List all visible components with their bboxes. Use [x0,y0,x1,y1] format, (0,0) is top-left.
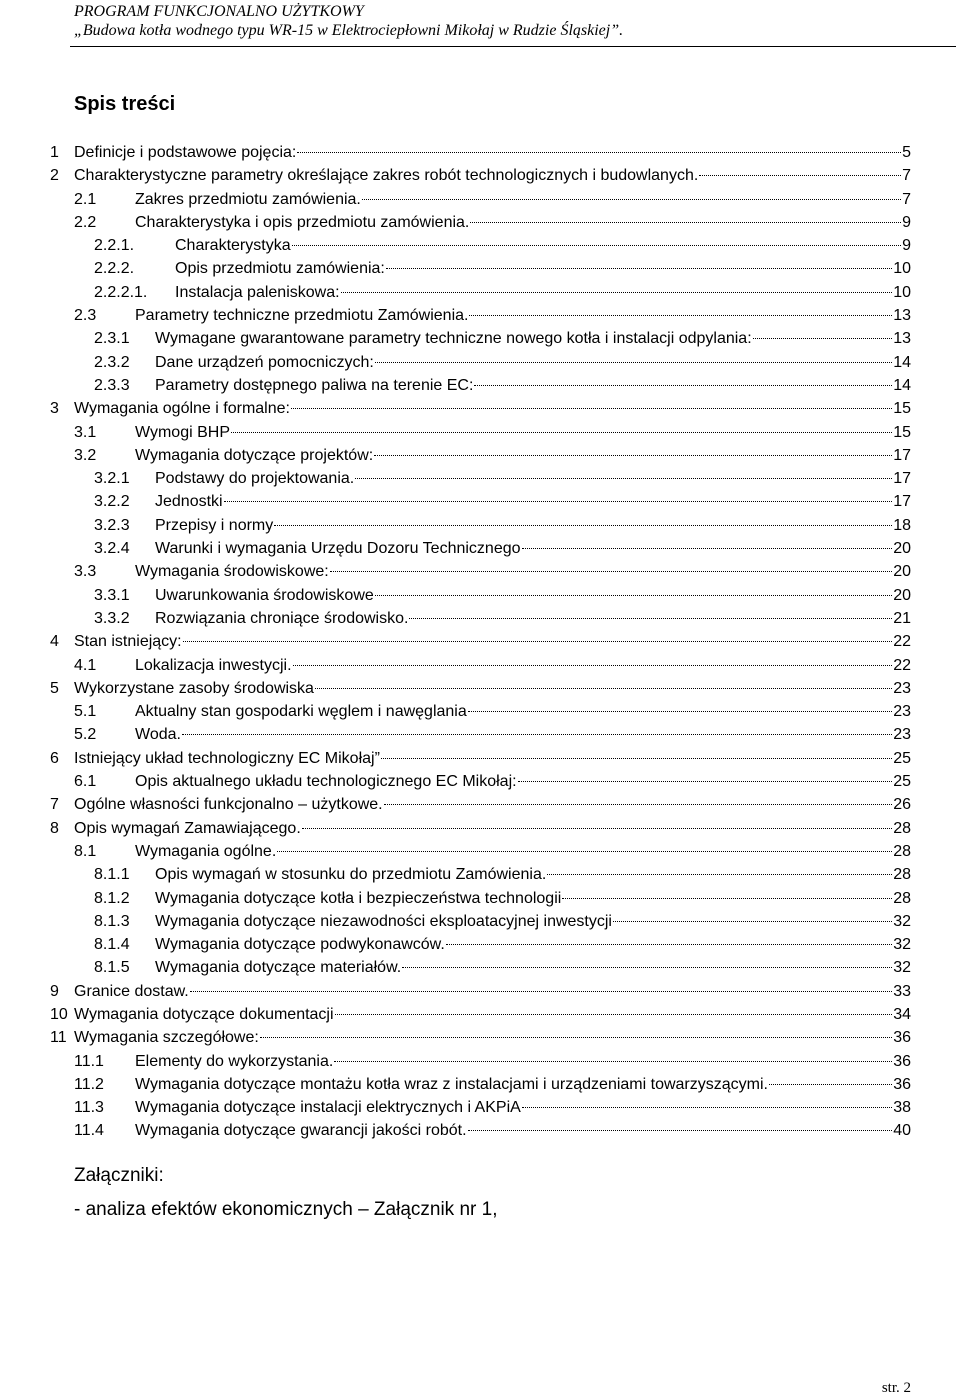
toc-entry-number: 2.2.2. [94,260,135,278]
toc-entry-page: 15 [893,400,911,418]
toc-entry-body [135,654,911,677]
toc-entry-page: 14 [893,353,911,371]
toc-entry-page: 28 [893,842,911,860]
toc-entry-number: 4.1 [74,656,97,674]
toc-entry[interactable] [0,490,960,513]
toc-entry-body [155,351,911,374]
toc-entry-title: Stan istniejący: [74,633,182,651]
toc-entry-page: 28 [893,889,911,907]
toc-dot-leader [231,432,892,433]
toc-entry[interactable] [0,1073,960,1096]
toc-entry-body [135,211,911,234]
toc-entry-page: 20 [893,563,911,581]
toc-entry-number: 2.1 [74,190,97,208]
toc-entry-body [155,537,911,560]
header-project-title: „Budowa kotła wodnego typu WR-15 w Elektrociepłowni Mikołaj w Rudzie Śląskiej”. [74,22,624,39]
toc-entry-body [74,980,911,1003]
toc-entry-body [155,490,911,513]
page-number: str. 2 [881,1380,911,1396]
toc-entry-title: Wymagane gwarantowane parametry techniczne nowego kotła i instalacji odpylania: [155,330,752,348]
toc-entry-page: 10 [893,283,911,301]
toc-entry[interactable] [0,304,960,327]
toc-entry-body [155,584,911,607]
toc-entry[interactable] [0,188,960,211]
toc-entry-title: Istniejący układ technologiczny EC Mikołaj” [74,749,380,767]
toc-dot-leader [362,199,901,200]
toc-entry-title: Wymagania dotyczące materiałów. [155,959,402,977]
toc-entry[interactable] [0,1119,960,1142]
toc-dot-leader [190,991,892,992]
toc-entry-body [135,560,911,583]
toc-entry-page: 13 [893,330,911,348]
toc-entry-number: 2.3 [74,307,97,325]
toc-entry-page: 17 [893,470,911,488]
toc-entry-page: 13 [893,307,911,325]
toc-entry-title: Dane urządzeń pomocniczych: [155,353,374,371]
toc-entry-title: Wymagania dotyczące niezawodności eksploatacyjnej inwestycji [155,912,612,930]
toc-entry-body [155,887,911,910]
toc-entry[interactable] [0,933,960,956]
toc-dot-leader [474,385,892,386]
toc-entry-number: 2.2.2.1. [94,283,148,301]
toc-dot-leader [446,944,892,945]
toc-entry-body [155,467,911,490]
toc-entry-body [155,863,911,886]
toc-entry-title: Wymagania dotyczące instalacji elektrycznych i AKPiA [135,1099,521,1117]
toc-entry-number: 2.2 [74,213,97,231]
toc-entry-number: 11.1 [74,1052,104,1070]
toc-dot-leader [522,548,893,549]
toc-entry-page: 5 [902,144,911,161]
toc-entry-title: Ogólne własności funkcjonalno – użytkowe. [74,796,383,814]
toc-entry[interactable] [0,421,960,444]
toc-entry[interactable] [0,1026,960,1049]
toc-entry-page: 28 [893,866,911,884]
toc-entry-page: 32 [893,912,911,930]
toc-entry-body [175,281,911,304]
toc-entry-body [135,444,911,467]
toc-entry-title: Definicje i podstawowe pojęcia: [74,144,297,161]
toc-entry-title: Opis przedmiotu zamówienia: [175,260,385,278]
toc-entry-title: Wymagania dotyczące podwykonawców. [155,936,445,954]
toc-entry-page: 14 [893,376,911,394]
toc-dot-leader [302,828,892,829]
toc-entry-page: 33 [893,982,911,1000]
toc-entry[interactable] [0,164,960,187]
toc-dot-leader [224,501,893,502]
toc-entry-number: 6.1 [74,773,97,791]
toc-entry[interactable] [0,257,960,280]
toc-dot-leader [469,315,892,316]
toc-entry-number: 11.2 [74,1075,104,1093]
toc-entry-body [155,607,911,630]
toc-entry-number: 5.2 [74,726,97,744]
toc-entry-number: 3 [50,400,59,418]
toc-entry-page: 23 [893,726,911,744]
toc-dot-leader [292,245,902,246]
toc-entry[interactable] [0,910,960,933]
toc-entry-title: Charakterystyka [175,237,291,255]
toc-entry-number: 8.1.1 [94,866,130,884]
toc-entry-number: 4 [50,633,59,651]
toc-entry-body [74,677,911,700]
toc-entry-body [135,1073,911,1096]
toc-entry-body [135,700,911,723]
toc-dot-leader [613,921,892,922]
toc-dot-leader [470,222,901,223]
attachments-heading: Załączniki: [74,1165,164,1186]
header-program-title: PROGRAM FUNKCJONALNO UŻYTKOWY [74,3,364,20]
toc-entry[interactable] [0,840,960,863]
toc-entry[interactable] [0,887,960,910]
toc-dot-leader [753,338,893,339]
toc-entry-body [74,793,911,816]
toc-entry[interactable] [0,211,960,234]
toc-entry[interactable] [0,537,960,560]
toc-entry-number: 9 [50,982,59,1000]
toc-entry-number: 8.1.5 [94,959,130,977]
toc-dot-leader [547,874,892,875]
toc-entry-body [135,840,911,863]
toc-dot-leader [334,1061,892,1062]
toc-entry-title: Opis wymagań w stosunku do przedmiotu Zamówienia. [155,866,547,884]
toc-entry[interactable] [0,560,960,583]
toc-entry-title: Wymagania szczegółowe: [74,1029,259,1047]
toc-entry-number: 11.3 [74,1099,104,1117]
toc-entry-title: Rozwiązania chroniące środowisko. [155,609,409,627]
toc-entry-body [135,770,911,793]
toc-dot-leader [375,362,892,363]
toc-dot-leader [274,525,892,526]
toc-entry-title: Uwarunkowania środowiskowe [155,586,374,604]
toc-entry-page: 20 [893,586,911,604]
toc-entry-title: Elementy do wykorzystania. [135,1052,334,1070]
toc-entry-number: 8.1 [74,842,97,860]
toc-entry-title: Wymagania ogólne i formalne: [74,400,290,418]
toc-dot-leader [384,804,893,805]
toc-entry-title: Jednostki [155,493,223,511]
toc-entry-body [74,817,911,840]
toc-entry-body [175,234,911,257]
toc-entry[interactable] [0,281,960,304]
toc-entry-page: 21 [893,609,911,627]
toc-dot-leader [381,758,892,759]
toc-dot-leader [315,688,892,689]
toc-dot-leader [183,641,893,642]
toc-dot-leader [562,898,892,899]
toc-entry-title: Wymagania dotyczące projektów: [135,446,374,464]
toc-entry-page: 7 [902,167,911,185]
toc-entry-title: Zakres przedmiotu zamówienia. [135,190,361,208]
toc-entry[interactable] [0,1096,960,1119]
toc-entry-number: 2.3.1 [94,330,130,348]
toc-dot-leader [375,595,892,596]
toc-entry[interactable] [0,817,960,840]
toc-entry-title: Wymagania dotyczące kotła i bezpieczeństwa technologii [155,889,562,907]
toc-entry-title: Wymagania dotyczące gwarancji jakości robót. [135,1122,467,1140]
toc-entry-body [155,327,911,350]
toc-entry[interactable] [0,374,960,397]
toc-dot-leader [468,1130,893,1131]
toc-entry-page: 32 [893,959,911,977]
toc-entry[interactable] [0,444,960,467]
toc-entry-page: 38 [893,1099,911,1117]
toc-entry-title: Podstawy do projektowania. [155,470,355,488]
toc-entry[interactable] [0,514,960,537]
toc-entry[interactable] [0,607,960,630]
toc-entry-title: Wymagania środowiskowe: [135,563,329,581]
toc-dot-leader [769,1084,892,1085]
toc-entry-title: Wymagania dotyczące dokumentacji [74,1005,334,1023]
toc-entry-number: 7 [50,796,59,814]
toc-entry-page: 36 [893,1052,911,1070]
toc-entry-page: 22 [893,633,911,651]
toc-dot-leader [374,455,892,456]
toc-entry-page: 25 [893,773,911,791]
toc-entry-body [74,630,911,653]
toc-dot-leader [330,571,892,572]
toc-entry-body [135,304,911,327]
attachment-item: - analiza efektów ekonomicznych – Załącznik nr 1, [74,1199,498,1220]
toc-entry-number: 3.2.4 [94,540,130,558]
toc-entry-body [155,374,911,397]
toc-entry-page: 22 [893,656,911,674]
toc-entry-number: 11.4 [74,1122,104,1140]
toc-dot-leader [402,967,892,968]
toc-entry-title: Charakterystyczne parametry określające zakres robót technologicznych i budowlanych. [74,167,699,185]
toc-entry[interactable] [0,327,960,350]
toc-entry[interactable] [0,234,960,257]
toc-entry-page: 36 [893,1075,911,1093]
toc-entry-title: Charakterystyka i opis przedmiotu zamówienia. [135,213,470,231]
toc-entry-body [74,141,911,164]
toc-entry-number: 2.2.1. [94,237,135,255]
toc-entry-page: 9 [902,213,911,231]
toc-entry-title: Przepisy i normy [155,516,274,534]
toc-entry-title: Wykorzystane zasoby środowiska [74,679,314,697]
toc-dot-leader [518,781,893,782]
toc-entry-page: 40 [893,1122,911,1140]
toc-dot-leader [293,665,893,666]
toc-entry-page: 17 [893,446,911,464]
toc-dot-leader [341,292,893,293]
toc-entry[interactable] [0,863,960,886]
toc-dot-leader [182,734,892,735]
toc-entry-body [74,747,911,770]
toc-entry[interactable] [0,793,960,816]
toc-entry[interactable] [0,397,960,420]
toc-entry-page: 7 [902,190,911,208]
toc-heading: Spis treści [74,93,176,115]
toc-entry-number: 3.3 [74,563,97,581]
toc-entry-body [135,723,911,746]
toc-entry-body [74,1026,911,1049]
toc-entry-body [74,164,911,187]
header-divider [70,46,956,47]
toc-entry-page: 15 [893,423,911,441]
toc-entry-number: 8.1.4 [94,936,130,954]
toc-entry[interactable] [0,770,960,793]
toc-entry-number: 8.1.3 [94,912,130,930]
toc-entry-number: 2.3.3 [94,376,130,394]
toc-entry-page: 25 [893,749,911,767]
toc-entry[interactable] [0,351,960,374]
toc-entry-page: 10 [893,260,911,278]
toc-dot-leader [699,175,901,176]
toc-entry-number: 8 [50,819,59,837]
toc-entry-number: 10 [50,1005,68,1023]
toc-entry-number: 5 [50,679,59,697]
toc-entry-body [155,514,911,537]
toc-entry-number: 6 [50,749,59,767]
toc-entry-page: 20 [893,540,911,558]
toc-entry-body [74,1003,911,1026]
toc-dot-leader [260,1037,892,1038]
toc-entry-title: Instalacja paleniskowa: [175,283,340,301]
toc-entry[interactable] [0,584,960,607]
toc-entry-title: Wymogi BHP [135,423,230,441]
toc-entry-number: 3.2.2 [94,493,130,511]
toc-entry-title: Wymagania ogólne. [135,842,277,860]
toc-entry-number: 2.3.2 [94,353,130,371]
toc-entry-body [74,397,911,420]
toc-dot-leader [297,152,901,153]
toc-dot-leader [522,1107,892,1108]
toc-entry-number: 3.3.1 [94,586,130,604]
toc-entry-page: 32 [893,936,911,954]
toc-entry-title: Parametry techniczne przedmiotu Zamówienia. [135,307,469,325]
toc-entry[interactable] [0,1050,960,1073]
toc-entry[interactable] [0,700,960,723]
toc-dot-leader [335,1014,893,1015]
toc-dot-leader [468,711,892,712]
toc-entry-page: 34 [893,1005,911,1023]
toc-entry-body [135,1119,911,1142]
toc-entry-title: Granice dostaw. [74,982,189,1000]
toc-entry-title: Woda. [135,726,181,744]
toc-entry[interactable] [0,723,960,746]
toc-entry-body [135,1096,911,1119]
toc-entry-title: Parametry dostępnego paliwa na terenie EC: [155,376,474,394]
toc-entry-page: 9 [902,237,911,255]
toc-entry-title: Warunki i wymagania Urzędu Dozoru Technicznego [155,540,521,558]
toc-entry-number: 8.1.2 [94,889,130,907]
toc-dot-leader [355,478,892,479]
toc-entry-page: 36 [893,1029,911,1047]
toc-entry-title: Opis wymagań Zamawiającego. [74,819,301,837]
toc-entry-body [155,933,911,956]
document-header [74,2,623,40]
toc-entry-body [135,1050,911,1073]
toc-entry[interactable] [0,747,960,770]
toc-entry-page: 17 [893,493,911,511]
toc-entry-number: 2 [50,167,59,185]
toc-entry-number: 3.2.3 [94,516,130,534]
toc-entry[interactable] [0,956,960,979]
toc-entry-body [135,188,911,211]
toc-entry[interactable] [0,677,960,700]
toc-entry[interactable] [0,467,960,490]
toc-entry-body [155,956,911,979]
toc-entry-number: 3.1 [74,423,97,441]
toc-entry-number: 5.1 [74,703,97,721]
toc-dot-leader [386,268,892,269]
toc-dot-leader [291,408,892,409]
toc-entry[interactable] [0,980,960,1003]
toc-entry[interactable] [0,630,960,653]
toc-entry-title: Aktualny stan gospodarki węglem i nawęglania [135,703,467,721]
toc-entry-page: 28 [893,819,911,837]
toc-entry-number: 3.3.2 [94,609,130,627]
toc-entry-number: 1 [50,144,59,161]
toc-entry-page: 18 [893,516,911,534]
toc-dot-leader [277,851,892,852]
toc-entry-body [155,910,911,933]
toc-entry-body [175,257,911,280]
toc-entry-number: 3.2 [74,446,97,464]
toc-entry-page: 23 [893,679,911,697]
table-of-contents [0,141,960,1143]
toc-entry-page: 26 [893,796,911,814]
toc-entry[interactable] [0,654,960,677]
toc-entry-body [135,421,911,444]
toc-entry[interactable] [0,141,960,164]
toc-entry-title: Wymagania dotyczące montażu kotła wraz z instalacjami i urządzeniami towarzyszącymi. [135,1075,768,1093]
toc-entry-number: 3.2.1 [94,470,130,488]
toc-dot-leader [409,618,892,619]
toc-entry-title: Lokalizacja inwestycji. [135,656,292,674]
toc-entry[interactable] [0,1003,960,1026]
toc-entry-number: 11 [50,1029,67,1047]
toc-entry-page: 23 [893,703,911,721]
toc-entry-title: Opis aktualnego układu technologicznego EC Mikołaj: [135,773,517,791]
